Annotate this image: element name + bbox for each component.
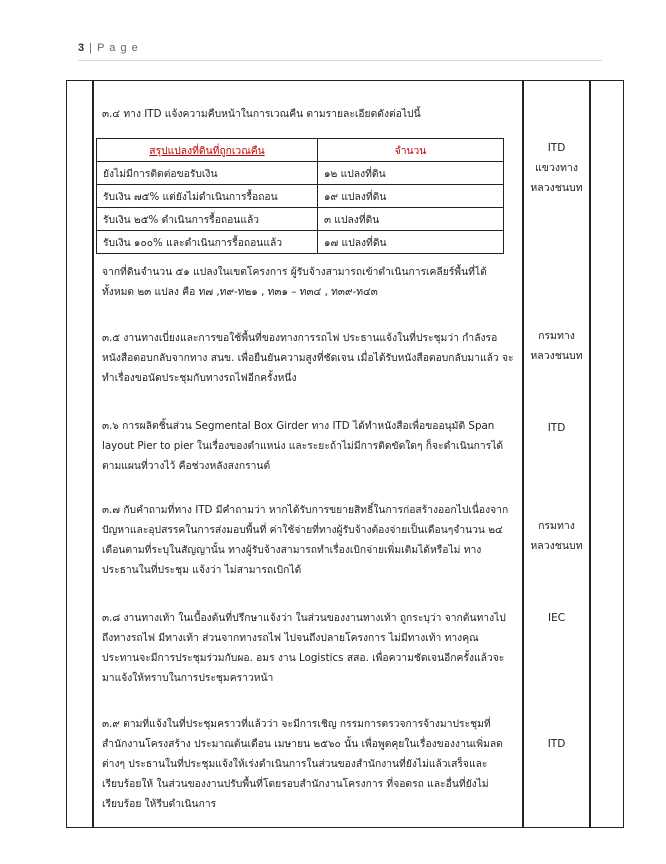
table-cell: รับเงิน ๑๐๐% และดำเนินการรื้อถอนแล้ว — [97, 231, 318, 254]
expropriation-summary-table — [96, 138, 504, 254]
responsible-line: ITD — [547, 422, 566, 434]
responsible-line: กรมทาง — [538, 520, 575, 532]
responsible-3-7 — [524, 516, 589, 556]
agenda-item-3-6 — [102, 416, 514, 476]
table-cell: รับเงิน ๗๕% แต่ยังไม่ดำเนินการรื้อถอน — [97, 185, 318, 208]
table-header-row — [97, 139, 504, 162]
column-header: จำนวน — [318, 139, 504, 162]
responsible-line: IEC — [547, 612, 566, 624]
table-cell: ยังไม่มีการติดต่อขอรับเงิน — [97, 162, 318, 185]
responsible-3-9 — [524, 734, 589, 754]
responsible-line: หลวงชนบท — [530, 350, 583, 362]
responsible-line: ITD — [547, 142, 566, 154]
agenda-item-3-9 — [102, 714, 514, 814]
table-row — [97, 208, 504, 231]
agenda-item-3-8 — [102, 608, 514, 688]
table-cell: ๑๗ แปลงที่ดิน — [318, 231, 504, 254]
table-cell: ๓ แปลงที่ดิน — [318, 208, 504, 231]
agenda-item-3-7 — [102, 500, 514, 580]
responsible-line: หลวงชนบท — [530, 182, 583, 194]
responsible-line: หลวงชนบท — [530, 540, 583, 552]
agenda-item-3-5 — [102, 328, 514, 388]
item-text: ๓.๘ งานทางเท้า ในเบื้องต้นที่ปรึกษาแจ้งว่า ในส่วนของงานทางเท้า ถูกระบุว่า จากต้นทางไปถึงทางรถไฟ มีทางเท้า ส่วนจากทางรถไฟ ไปจนถึงปลายโครงการ ไม่มีทางเท้า ทางคุณประทานจะมีการประชุมร่วมกับผอ. อมร งาน Logistics สสอ. เพื่อความชัดเจนอีกครั้งแล้วจะมาแจ้งให้ทราบในการประชุมคราวหน้า — [102, 612, 506, 684]
header-divider — [78, 60, 602, 61]
page-separator: | — [85, 42, 98, 54]
table-row — [97, 231, 504, 254]
responsible-line: กรมทาง — [538, 330, 575, 342]
page-label: P a g e — [97, 42, 139, 54]
responsible-3-4 — [524, 138, 589, 198]
item-intro: ๓.๔ ทาง ITD แจ้งความคืบหน้าในการเวณคืน ตามรายละเอียดดังต่อไปนี้ — [102, 108, 421, 120]
table-cell: รับเงิน ๒๕% ดำเนินการรื้อถอนแล้ว — [97, 208, 318, 231]
responsible-line: ITD — [547, 738, 566, 750]
item-text: ๓.๕ งานทางเบี่ยงและการขอใช้พื้นที่ของทางการรถไฟ ประธานแจ้งในที่ประชุมว่า กำลังรอหนังสือตอบกลับจากทาง สนข. เพื่อยืนยันความสูงที่ชัดเจน เมื่อได้รับหนังสือตอบกลับมาแล้ว จะทำเรื่องขอนัดประชุมกับทางรถไฟอีกครั้งหนึ่ง — [102, 332, 514, 384]
item-text: ๓.๙ ตามที่แจ้งในที่ประชุมคราวที่แล้วว่า จะมีการเชิญ กรรมการตรวจการจ้างมาประชุมที่สำนักงานโครงสร้าง ประมาณต้นเดือน เมษายน ๒๕๖๐ นั้น เพื่อพูดคุยในเรื่องของงานเพิ่มลดต่างๆ ประธานในที่ประชุมแจ้งให้เร่งดำเนินการในส่วนของสำนักงานที่ยังไม่แล้วเสร็จและเรียบร้อยให้ ในส่วนของงานปรับพื้นที่โดยรอบสำนักงานโครงการ ที่จอดรถ และอื่นที่ยังไม่เรียบร้อย ให้รีบดำเนินการ — [102, 718, 503, 810]
responsible-3-5 — [524, 326, 589, 366]
column-header: สรุปแปลงที่ดินที่ถูกเวณคืน — [97, 139, 318, 162]
item-text: ๓.๗ กับคำถามที่ทาง ITD มีคำถามว่า หากได้รับการขยายสิทธิ์ในการก่อสร้างออกไปเนื่องจากปัญหาและอุปสรรคในการส่งมอบพื้นที่ ค่าใช้จ่ายที่ทางผู้รับจ้างต้องจ่ายเป็นเดือนๆจำนวน ๒๔ เดือนตามที่ระบุในสัญญานั้น ทางผู้รับจ้างสามารถทำเรื่องเบิกจ่ายเพิ่มเติมได้หรือไม่ ทางประธานในที่ประชุม แจ้งว่า ไม่สามารถเบิกได้ — [102, 504, 509, 576]
item-outro: จากที่ดินจำนวน ๕๑ แปลงในเขตโครงการ ผู้รับจ้างสามารถเข้าดำเนินการเคลียร์พื้นที่ได้ทั้งหมด ๒๓ แปลง คือ ท๗ ,ท๙-ท๒๑ , ท๓๑ – ท๓๔ , ท๓๙-ท๔๓ — [102, 266, 487, 298]
table-row — [97, 185, 504, 208]
page-number: 3 — [78, 42, 86, 54]
agenda-item-3-4-summary — [102, 262, 514, 302]
responsible-3-6 — [524, 418, 589, 438]
table-cell: ๑๙ แปลงที่ดิน — [318, 185, 504, 208]
responsible-3-8 — [524, 608, 589, 628]
table-cell: ๑๒ แปลงที่ดิน — [318, 162, 504, 185]
responsible-line: แขวงทาง — [535, 162, 578, 174]
table-row — [97, 162, 504, 185]
page-header — [78, 42, 139, 54]
column-divider-left — [92, 80, 94, 828]
column-divider-right — [589, 80, 591, 828]
agenda-item-3-4 — [102, 104, 514, 124]
item-text: ๓.๖ การผลิตชิ้นส่วน Segmental Box Girder ทาง ITD ได้ทำหนังสือเพื่อขออนุมัติ Span layout Pier to pier ในเรื่องของตำแหน่ง และระยะถ้าไม่มีการติดขัดใดๆ ก็จะดำเนินการได้ตามแผนที่วางไว้ คือช่วงหลังสงกรานต์ — [102, 420, 504, 472]
